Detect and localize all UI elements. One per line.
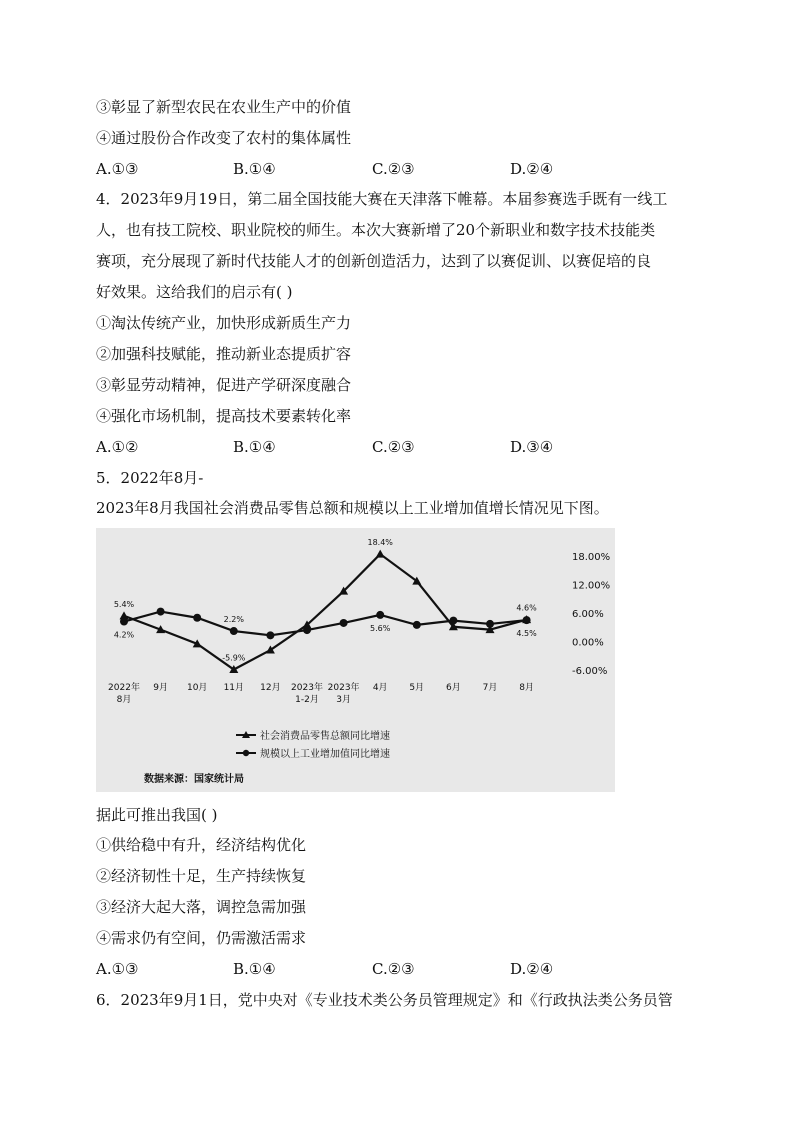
x-tick-label: 5月 bbox=[409, 683, 425, 693]
data-label: -5.9% bbox=[222, 653, 246, 663]
q5-statement-1: ①供给稳中有升，经济结构优化 bbox=[96, 836, 307, 854]
x-tick-label: 2023年 3月 bbox=[327, 683, 360, 705]
series-line-1 bbox=[124, 554, 527, 669]
chart-svg bbox=[96, 528, 615, 792]
q3-option-a[interactable]: A.①③ bbox=[96, 160, 139, 178]
series-2-point bbox=[376, 611, 384, 619]
series-2-point bbox=[303, 626, 311, 634]
series-2-point bbox=[157, 608, 165, 616]
q4-option-b[interactable]: B.①④ bbox=[233, 438, 276, 456]
q5-stem-line-2: 2023年8月我国社会消费品零售总额和规模以上工业增加值增长情况见下图。 bbox=[96, 499, 609, 517]
q3-option-c[interactable]: C.②③ bbox=[372, 160, 415, 178]
q5-option-c[interactable]: C.②③ bbox=[372, 960, 415, 978]
q5-stem-line-1: 5．2022年8月- bbox=[96, 469, 204, 487]
x-tick-label: 12月 bbox=[260, 683, 281, 693]
q4-stem-line-2: 人，也有技工院校、职业院校的师生。本次大赛新增了20个新职业和数字技术技能类 bbox=[96, 221, 656, 239]
x-tick-label: 9月 bbox=[153, 683, 168, 693]
data-label: 2.2% bbox=[223, 615, 244, 625]
q3-option-d[interactable]: D.②④ bbox=[510, 160, 554, 178]
legend-label-2: 规模以上工业增加值同比增速 bbox=[260, 749, 390, 760]
q5-option-b[interactable]: B.①④ bbox=[233, 960, 276, 978]
q3-option-b[interactable]: B.①④ bbox=[233, 160, 276, 178]
data-label: 5.4% bbox=[113, 599, 135, 609]
data-label: 4.6% bbox=[516, 603, 537, 613]
q4-statement-3: ③彰显劳动精神，促进产学研深度融合 bbox=[96, 376, 352, 394]
series-2-point bbox=[266, 631, 274, 639]
q4-stem-line-3: 赛项，充分展现了新时代技能人才的创新创造活力，达到了以赛促训、以赛促培的良 bbox=[96, 252, 652, 270]
x-tick-label: 2023年 1-2月 bbox=[291, 683, 323, 705]
series-2-point bbox=[413, 621, 421, 629]
q3-statement-4: ④通过股份合作改变了农村的集体属性 bbox=[96, 129, 352, 147]
x-tick-label: 10月 bbox=[186, 683, 208, 693]
series-2-point bbox=[120, 618, 128, 626]
q5-statement-4: ④需求仍有空间，仍需激活需求 bbox=[96, 929, 307, 947]
series-2-point bbox=[449, 617, 457, 625]
series-2-point bbox=[340, 619, 348, 627]
q4-stem-line-1: 4．2023年9月19日，第二届全国技能大赛在天津落下帷幕。本届参赛选手既有一线工 bbox=[96, 190, 668, 208]
y-tick-label: 18.00% bbox=[572, 552, 611, 563]
q5-option-d[interactable]: D.②④ bbox=[510, 960, 554, 978]
q6-stem-line-1: 6．2023年9月1日，党中央对《专业技术类公务员管理规定》和《行政执法类公务员管 bbox=[96, 991, 673, 1009]
growth-line-chart bbox=[96, 528, 615, 792]
series-2-point bbox=[193, 614, 201, 622]
q4-option-c[interactable]: C.②③ bbox=[372, 438, 415, 456]
q4-statement-2: ②加强科技赋能，推动新业态提质扩容 bbox=[96, 345, 352, 363]
data-label: 5.6% bbox=[370, 623, 391, 633]
legend-label-1: 社会消费品零售总额同比增速 bbox=[260, 731, 390, 742]
y-tick-label: 0.00% bbox=[572, 637, 604, 649]
q4-statement-1: ①淘汰传统产业，加快形成新质生产力 bbox=[96, 314, 352, 332]
q4-option-d[interactable]: D.③④ bbox=[510, 438, 554, 456]
q5-question: 据此可推出我国( ) bbox=[96, 806, 218, 824]
q4-option-a[interactable]: A.①② bbox=[96, 438, 139, 456]
q5-statement-3: ③经济大起大落，调控急需加强 bbox=[96, 898, 307, 916]
x-tick-label: 11月 bbox=[223, 683, 245, 693]
x-tick-label: 7月 bbox=[482, 683, 498, 693]
q5-statement-2: ②经济韧性十足，生产持续恢复 bbox=[96, 867, 307, 885]
data-label: 18.4% bbox=[367, 538, 393, 548]
chart-source: 数据来源：国家统计局 bbox=[144, 774, 244, 785]
series-1-point bbox=[376, 550, 385, 558]
series-2-point bbox=[486, 620, 494, 628]
y-tick-label: 6.00% bbox=[572, 609, 604, 620]
q5-option-a[interactable]: A.①③ bbox=[96, 960, 139, 978]
x-tick-label: 4月 bbox=[372, 683, 388, 693]
x-tick-label: 8月 bbox=[519, 683, 534, 693]
x-tick-label: 2022年 8月 bbox=[108, 683, 140, 705]
data-label: 4.5% bbox=[516, 629, 537, 639]
y-tick-label: 12.00% bbox=[572, 580, 611, 592]
data-label: 4.2% bbox=[113, 630, 135, 640]
x-tick-label: 6月 bbox=[446, 683, 461, 693]
q4-statement-4: ④强化市场机制，提高技术要素转化率 bbox=[96, 407, 352, 425]
q4-stem-line-4: 好效果。这给我们的启示有( ) bbox=[96, 283, 293, 301]
q3-statement-3: ③彰显了新型农民在农业生产中的价值 bbox=[96, 98, 352, 116]
series-2-point bbox=[230, 627, 238, 635]
y-tick-label: -6.00% bbox=[572, 666, 608, 677]
legend-marker-circle bbox=[243, 750, 249, 756]
series-2-point bbox=[523, 616, 531, 624]
series-line-2 bbox=[124, 612, 527, 636]
